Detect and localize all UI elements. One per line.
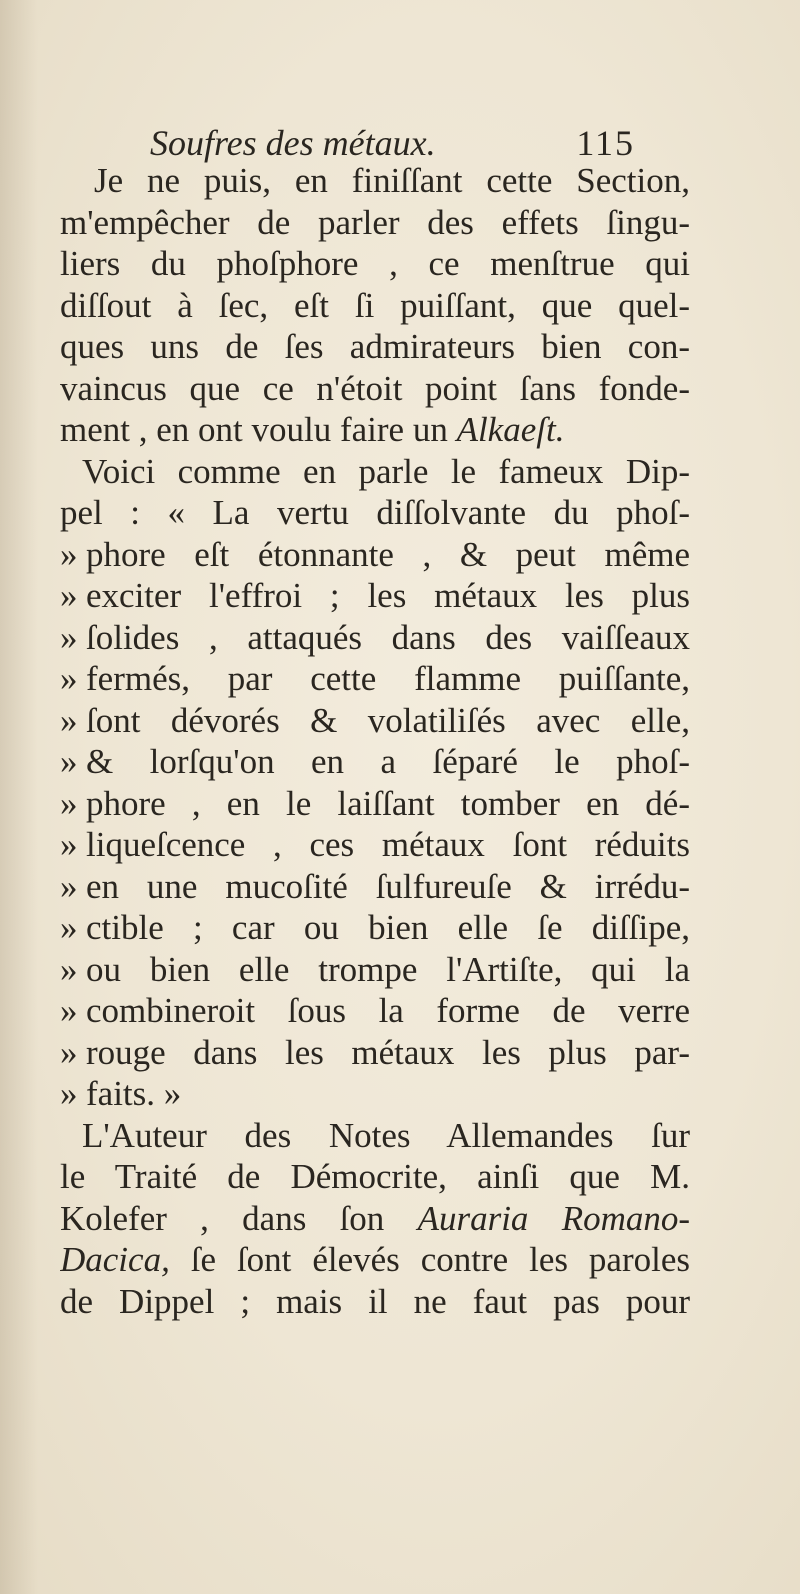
text-line: vaincus que ce n'étoit point ſans fonde-: [60, 368, 690, 408]
quote-mark: »: [60, 576, 78, 615]
quoted-line: » faits. »: [60, 1074, 182, 1113]
quoted-line: » ſolides , attaqués dans des vaiſſeaux: [60, 617, 690, 657]
quoted-line: » ſont dévorés & volatiliſés avec elle,: [60, 700, 690, 740]
quoted-line: » fermés, par cette flamme puiſſante,: [60, 659, 690, 698]
alkaest-term: Alkaeſt.: [456, 410, 565, 449]
quote-mark: »: [60, 1074, 78, 1113]
quoted-line: » rouge dans les métaux les plus par-: [60, 1032, 690, 1072]
quote-mark: »: [60, 825, 78, 864]
text-line: de Dippel ; mais il ne faut pas pour: [60, 1281, 690, 1321]
text-line: Kolefer , dans ſon Auraria Romano-: [60, 1198, 690, 1238]
quoted-line: » ou bien elle trompe l'Artiſte, qui la: [60, 949, 690, 989]
text-line: Voici comme en parle le fameux Dip-: [82, 451, 690, 491]
quote-mark: »: [60, 866, 78, 906]
italic-title: Auraria Romano-: [417, 1198, 690, 1238]
text-line: ment , en ont voulu faire un Alkaeſt.: [60, 410, 565, 449]
page-number: 115: [576, 123, 635, 163]
quoted-line: » en une mucoſité ſulfureuſe & irrédu-: [60, 866, 690, 906]
quoted-line: » combineroit ſous la forme de verre: [60, 991, 690, 1030]
quote-mark: »: [60, 742, 78, 781]
quote-mark: »: [60, 534, 78, 574]
quote-mark: »: [60, 908, 78, 947]
body-text: [60, 160, 690, 1322]
quote-mark: »: [60, 1032, 78, 1072]
quote-mark: »: [60, 617, 78, 657]
text-line: diſſout à ſec, eſt ſi puiſſant, que quel-: [60, 285, 690, 325]
quoted-line: » phore eſt étonnante , & peut même: [60, 534, 690, 574]
quoted-line: » phore , en le laiſſant tomber en dé-: [60, 783, 690, 823]
text-line: Je ne puis, en finiſſant cette Section,: [94, 161, 690, 200]
text-line: le Traité de Démocrite, ainſi que M.: [60, 1157, 690, 1196]
quoted-line: » exciter l'effroi ; les métaux les plus: [60, 576, 690, 615]
quote-mark: »: [60, 700, 78, 740]
quote-mark: »: [60, 991, 78, 1030]
quoted-line: » & lorſqu'on en a ſéparé le phoſ-: [60, 742, 690, 781]
text-line: Dacica, ſe ſont élevés contre les paroles: [60, 1240, 690, 1279]
opening-quote-mark: «: [167, 493, 186, 532]
running-head-title: Soufres des métaux.: [150, 123, 436, 163]
closing-quote-mark: »: [163, 1074, 182, 1113]
text-line: ques uns de ſes admirateurs bien con-: [60, 327, 690, 366]
quote-mark: »: [60, 659, 78, 698]
text-line: liers du phoſphore , ce menſtrue qui: [60, 244, 690, 283]
text-line: pel : « La vertu diſſolvante du phoſ-: [60, 493, 690, 532]
quote-mark: »: [60, 783, 78, 823]
text-line: L'Auteur des Notes Allemandes ſur: [82, 1115, 690, 1155]
gutter-shadow: [0, 0, 38, 1594]
text-line: m'empêcher de parler des effets ſingu-: [60, 202, 690, 242]
italic-title-cont: Dacica,: [60, 1240, 170, 1279]
quote-mark: »: [60, 949, 78, 989]
quoted-line: » ctible ; car ou bien elle ſe diſſipe,: [60, 908, 690, 947]
quoted-line: » liqueſcence , ces métaux ſont réduits: [60, 825, 690, 864]
